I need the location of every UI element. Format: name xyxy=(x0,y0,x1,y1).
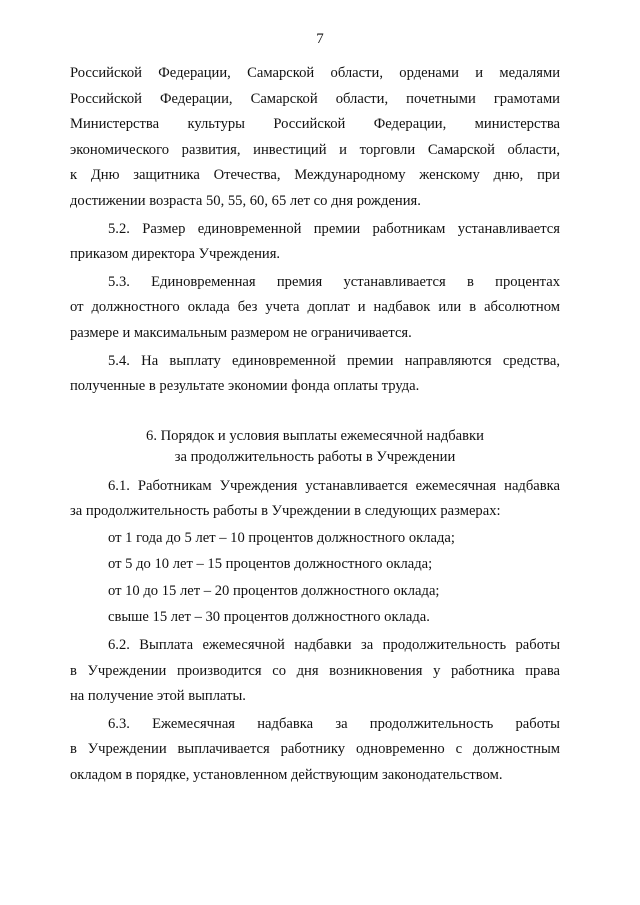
text-line: достижении возраста 50, 55, 60, 65 лет со дня рождения. xyxy=(70,192,421,209)
list-item: от 5 до 10 лет – 15 процентов должностного оклада; xyxy=(108,556,433,573)
seniority-rates-list xyxy=(70,525,560,631)
paragraph-5-1-continuation xyxy=(70,61,560,215)
list-item: свыше 15 лет – 30 процентов должностного оклада. xyxy=(108,609,430,626)
paragraph-6-2 xyxy=(70,633,560,710)
text-line: полученные в результате экономии фонда оплаты труда. xyxy=(70,378,420,395)
paragraph-5-3 xyxy=(70,270,560,347)
text-line: размере и максимальным размером не ограничивается. xyxy=(70,324,412,341)
text-line: приказом директора Учреждения. xyxy=(70,246,281,263)
text-line: в Учреждении выплачивается работнику одновременно с должностным xyxy=(70,741,560,758)
document-body xyxy=(70,61,560,788)
text-line: Российской Федерации, Самарской области, орденами и медалями xyxy=(70,65,560,81)
text-line: экономического развития, инвестиций и торговли Самарской области, xyxy=(70,141,560,158)
text-line: 5.2. Размер единовременной премии работникам устанавливается xyxy=(108,220,560,237)
text-line: к Дню защитника Отечества, Международному женскому дню, при xyxy=(70,167,560,184)
heading-line: 6. Порядок и условия выплаты ежемесячной надбавки xyxy=(146,427,484,444)
list-item: от 10 до 15 лет – 20 процентов должностного оклада; xyxy=(108,582,440,599)
paragraph-6-3 xyxy=(70,712,560,789)
text-line: от должностного оклада без учета доплат и надбавок или в абсолютном xyxy=(70,299,560,316)
paragraph-6-1 xyxy=(70,474,560,525)
text-line: на получение этой выплаты. xyxy=(70,688,246,705)
text-line: 5.4. На выплату единовременной премии направляются средства, xyxy=(108,352,560,369)
text-line: за продолжительность работы в Учреждении в следующих размерах: xyxy=(70,503,501,520)
text-line: Российской Федерации, Самарской области, почетными грамотами xyxy=(70,90,560,107)
text-line: окладом в порядке, установленном действующим законодательством. xyxy=(70,766,503,783)
text-line: Министерства культуры Российской Федерации, министерства xyxy=(70,116,560,133)
paragraph-5-2 xyxy=(70,217,560,268)
text-line: в Учреждении производится со дня возникновения у работника права xyxy=(70,662,560,679)
paragraph-5-4 xyxy=(70,349,560,400)
text-line: 5.3. Единовременная премия устанавливается в процентах xyxy=(108,273,560,290)
text-line: 6.2. Выплата ежемесячной надбавки за продолжительность работы xyxy=(108,636,560,653)
section-6-heading xyxy=(70,426,560,468)
page-number: 7 xyxy=(316,31,324,47)
text-line: 6.3. Ежемесячная надбавка за продолжительность работы xyxy=(108,715,560,732)
heading-line: за продолжительность работы в Учреждении xyxy=(174,448,456,465)
list-item: от 1 года до 5 лет – 10 процентов должностного оклада; xyxy=(108,529,455,546)
text-line: 6.1. Работникам Учреждения устанавливается ежемесячная надбавка xyxy=(108,477,560,494)
